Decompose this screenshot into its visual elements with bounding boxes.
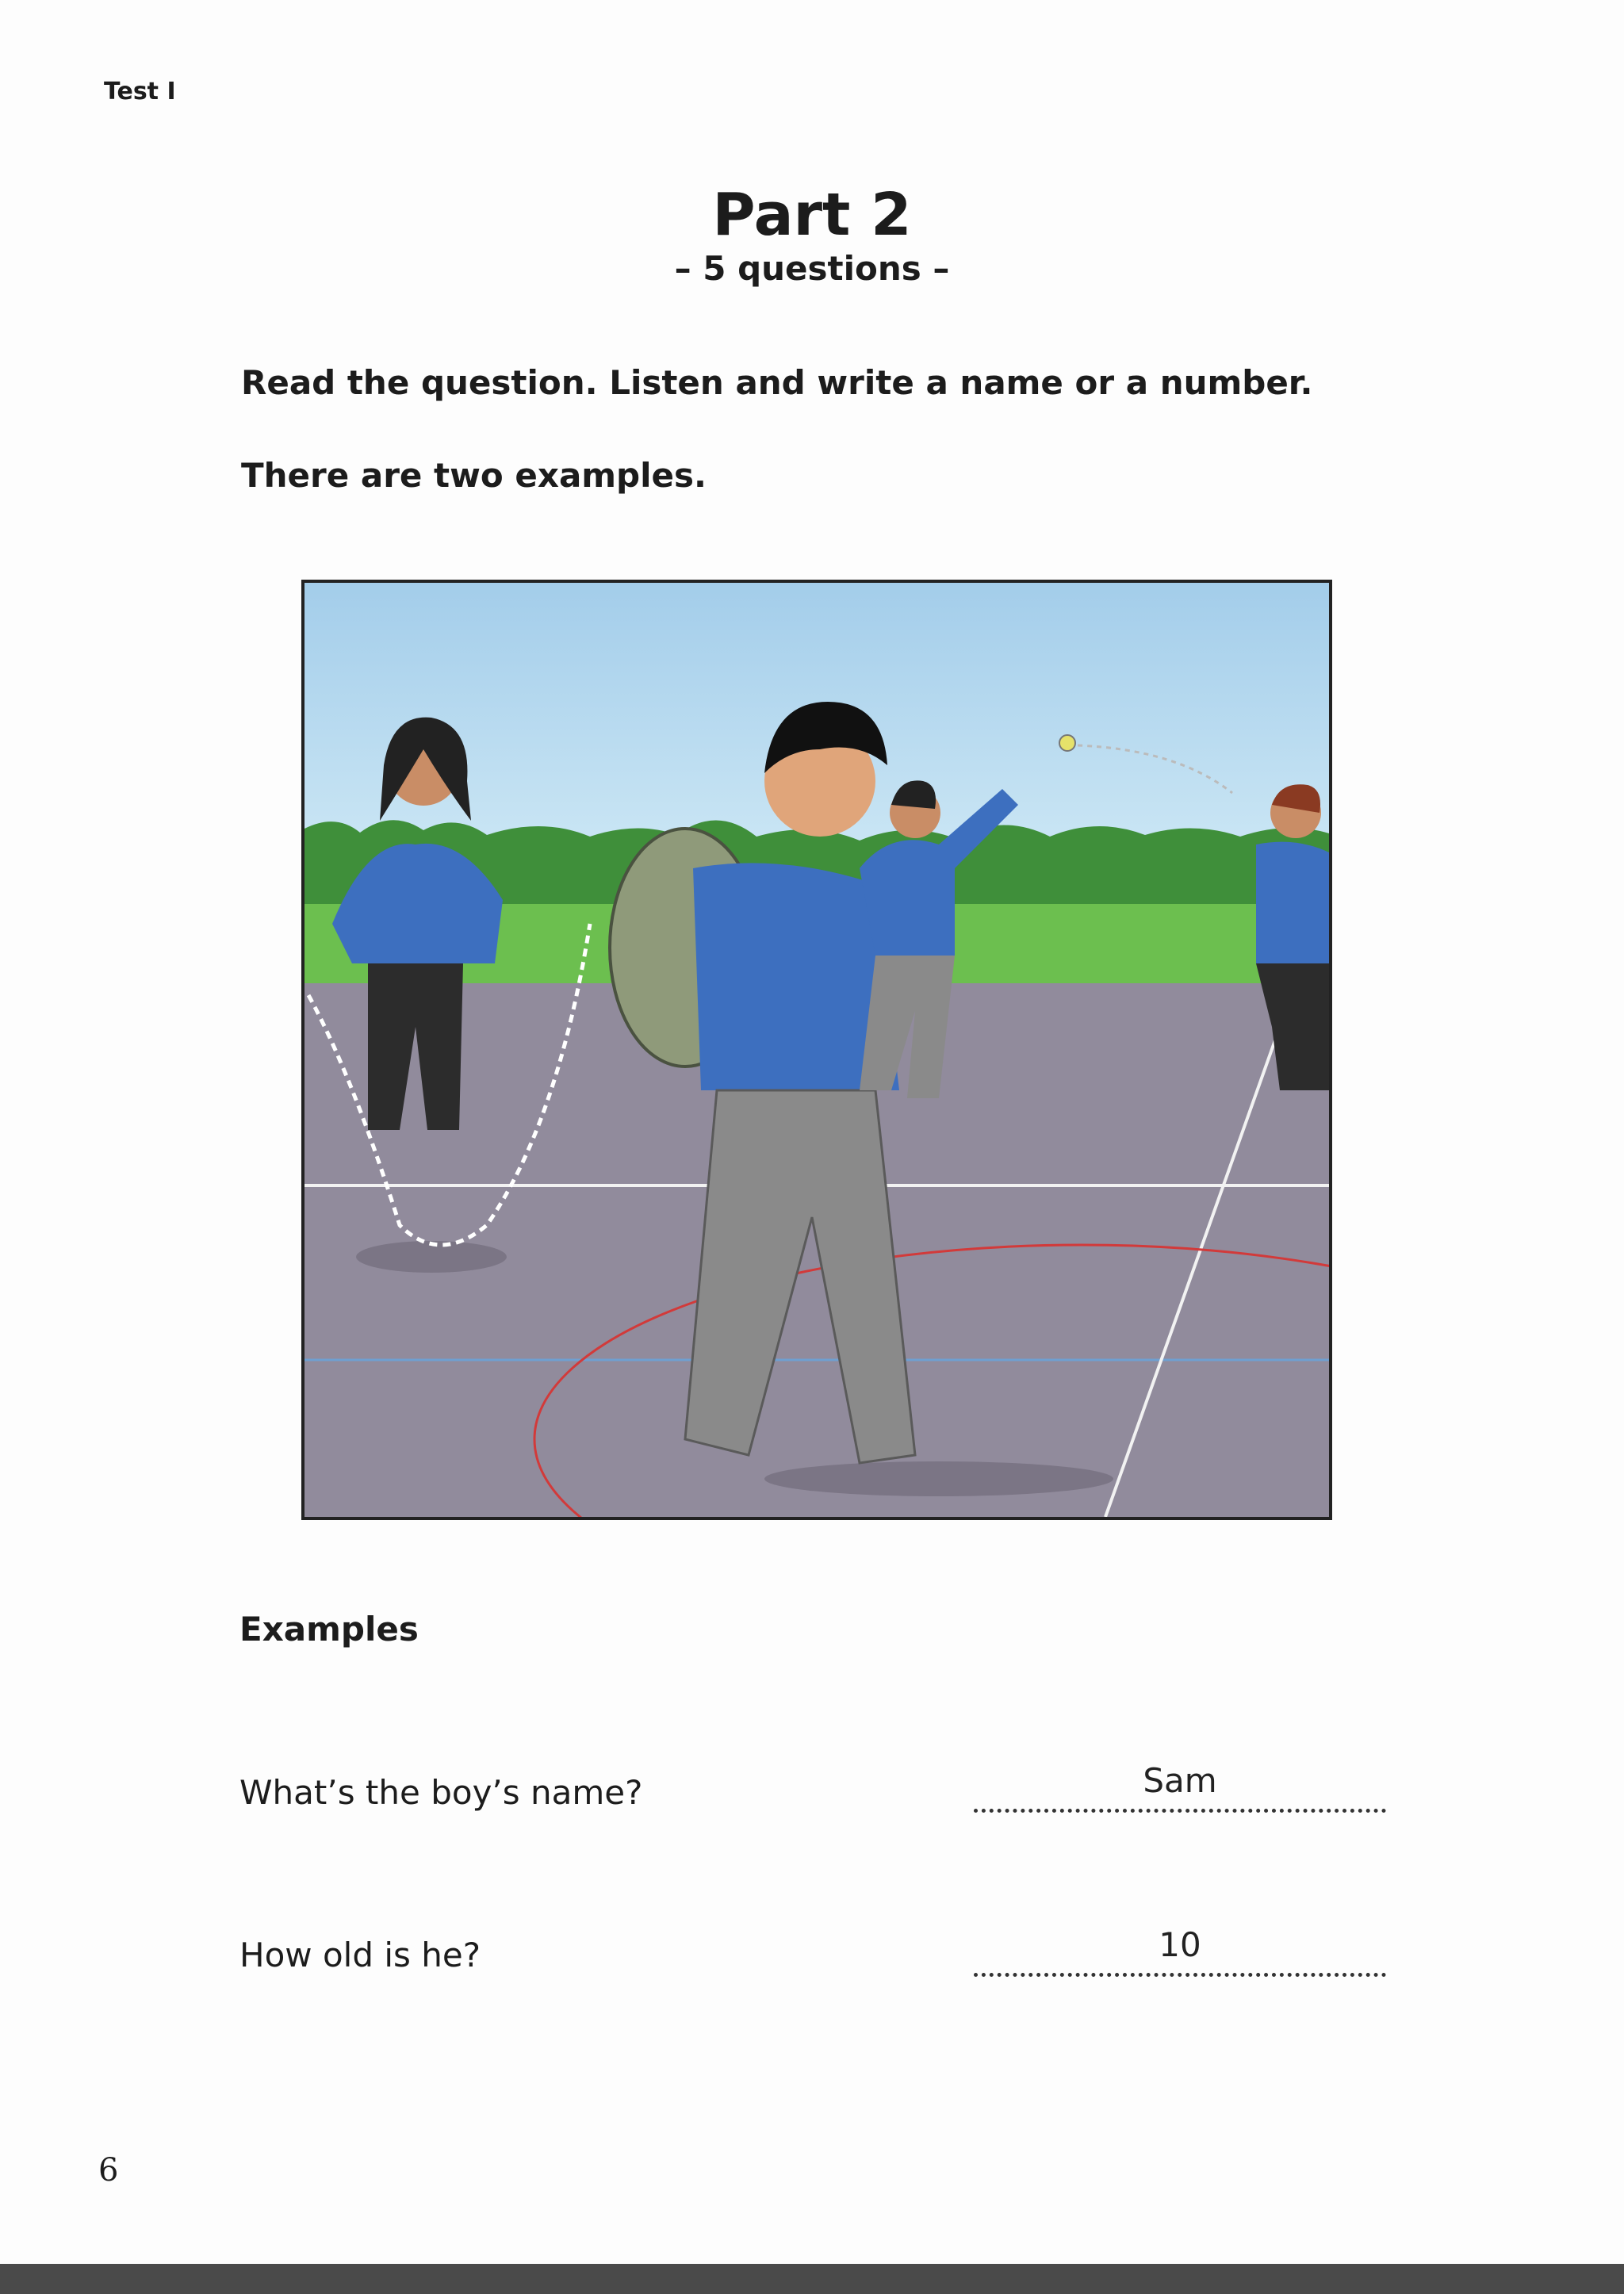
example-question-1: What’s the boy’s name? (239, 1773, 643, 1812)
example-answer-line-2 (974, 1922, 1386, 1977)
instruction-line-2: There are two examples. (241, 456, 707, 495)
playground-illustration (301, 580, 1332, 1520)
page-number: 6 (98, 2152, 119, 2189)
examples-heading: Examples (239, 1610, 419, 1649)
part-title: Part 2 (712, 181, 912, 249)
example-answer-line-1 (974, 1758, 1386, 1813)
test-label: Test I (104, 78, 176, 105)
part-subtitle: – 5 questions – (674, 249, 950, 288)
example-answer-1: Sam (1143, 1761, 1217, 1800)
example-answer-2: 10 (1159, 1925, 1201, 1964)
scan-bottom-strip (0, 2264, 1624, 2294)
instruction-line-1: Read the question. Listen and write a name or a number. (241, 363, 1313, 402)
example-question-2: How old is he? (239, 1936, 481, 1974)
